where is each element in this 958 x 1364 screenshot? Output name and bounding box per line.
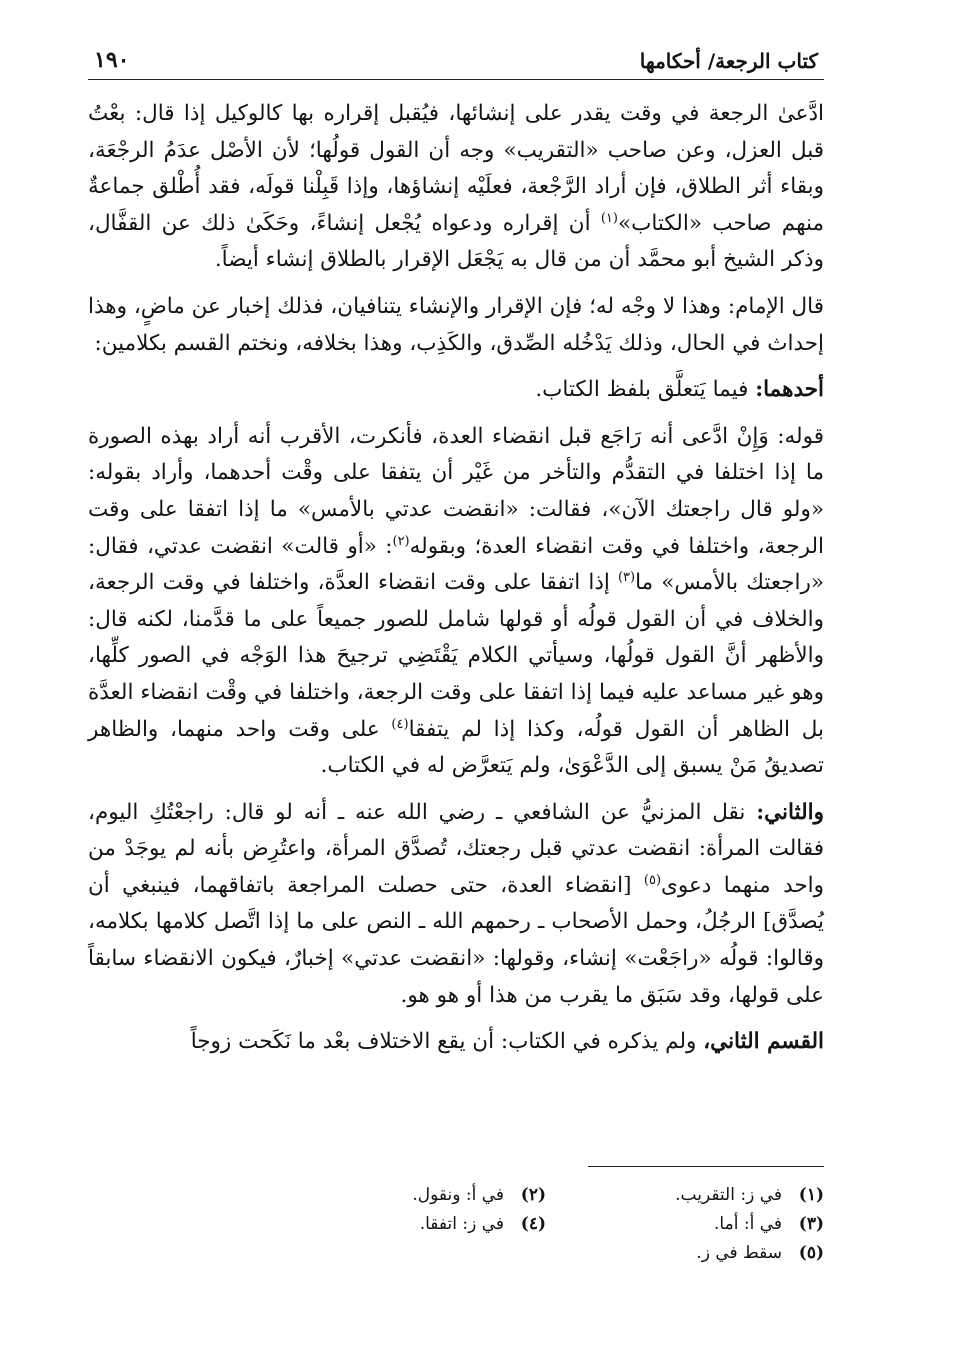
paragraph <box>88 96 824 279</box>
footnote <box>574 1211 824 1238</box>
paragraph <box>88 419 824 785</box>
paragraph-text: ادَّعىٰ الرجعة في وقت يقدر على إنشائها، فيُقبل إقراره بها كالوكيل إذا قال: بعْتُ قبل العزل، وعن صاحب «التقريب» وجه أن القول قولُها؛ لأن الأصْل عدَمُ الرجْعَة، وبقاء أثر الطلاق، فإن أراد الرَّجْعة، فعلَيْه إنشاؤها، وإذا قَبِلْنا قولَه، فقد أُطْلق جماعةٌ منهم صاحب «الكتاب» <box>88 101 824 236</box>
paragraph <box>88 289 824 362</box>
footnote-number: (٢) <box>520 1185 546 1205</box>
page-header <box>88 36 824 80</box>
paragraph-text: أن إقراره ودعواه يُجْعل إنشاءً، وحَكَىٰ ذلك عن القفَّال، وذكر الشيخ أبو محمَّد أن من قال به يَجْعَل الإقرار بالطلاق إنشاء أيضاً. <box>88 210 824 273</box>
body-text <box>88 96 824 1061</box>
paragraph-lead: أحدهما: <box>755 377 824 403</box>
paragraph-text: إذا اتفقا على وقت انقضاء العدَّة، واختلفا في وقت الرجعة، والخلاف في أن القول قولُه أو قولها شامل للصور جميعاً على ما قدَّمنا، لكنه قال: والأظهر أنَّ القول قولُها، وسيأتي الكلام يَقْتَضِي ترجيحَ هذا الوَجْه في الصور كلِّها، وهو غير مساعد عليه فيما إذا اتفقا على وقت الرجعة، واختلفا في وقْت انقضاء العدَّة بل الظاهر أن القول قولُه، وكذا إذا لم يتفقا <box>88 570 824 742</box>
footnote-number: (٤) <box>520 1214 546 1234</box>
paragraph-text: قال الإمام: وهذا لا وجْه له؛ فإن الإقرار والإنشاء يتنافيان، فذلك إخبار عن ماضٍ، وهذا إحداث في الحال، وذلك يَدْخُله الصِّدق، والكَذِب، وهذا بخلافه، ونختم القسم بكلامين: <box>88 293 824 356</box>
paragraph-text: [انقضاء العدة، حتى حصلت المراجعة باتفاقهما، فينبغي أن يُصدَّق] الرجُلُ، وحمل الأصحاب ـ رحمهم الله ـ النص على ما إذا اتَّصل كلامها بكلامه، وقالوا: قولُه «راجَعْت» إنشاء، وقولها: «انقضت عدتي» إخبارٌ، فيكون الانقضاء سابقاً على قولها، وقد سَبَق ما يقرب من هذا أو هو هو. <box>88 872 824 1008</box>
paragraph-text: قوله: وَإِنْ ادَّعى أنه رَاجَع قبل انقضاء العدة، فأنكرت، الأقرب أنه أراد بهذه الصورة ما إذا اختلفا في التقدُّم والتأخر من غَيْر أن يتفقا على وقْت أحدهما، وأراد بقوله: «ولو قال راجعتك الآن»، فقالت: «انقضت عدتي بالأمس» ما إذا اتفقا على وقت الرجعة، واختلفا في وقت انقضاء العدة؛ وبقوله <box>88 423 824 559</box>
paragraph-text: ولم يذكره في الكتاب: أن يقع الاختلاف بعْد ما نَكَحت زوجاً <box>190 1029 704 1055</box>
paragraph <box>88 1024 824 1061</box>
footnotes <box>88 1182 824 1267</box>
paragraph-text: نقل المزنيُّ عن الشافعي ـ رضي الله عنه ـ أنه لو قال: راجعْتُكِ اليوم، فقالت المرأة: انقضت عدتي قبل رجعتك، تُصدَّق المرأة، واعتُرِض بأنه لم يوجَدْ من واحد منهما دعوى <box>88 799 824 898</box>
paragraph-lead: القسم الثاني، <box>703 1029 824 1055</box>
footnote-text: في ز: اتفقا. <box>419 1214 504 1234</box>
footnote-ref: (٤) <box>391 716 409 732</box>
footnote <box>574 1182 824 1209</box>
footnote-ref: (٥) <box>643 872 662 888</box>
paragraph <box>88 795 824 1015</box>
page-number: ١٩٠ <box>94 47 130 73</box>
footnote-ref: (٢) <box>392 533 410 549</box>
footnote <box>574 1240 824 1267</box>
paragraph <box>88 372 824 409</box>
footnote-text: في أ: أما. <box>714 1214 782 1234</box>
footnote-ref: (٣) <box>617 569 636 585</box>
footnote-text: سقط في ز. <box>696 1243 782 1263</box>
footnote-number: (١) <box>798 1185 824 1205</box>
book-page <box>88 36 824 1336</box>
footnote <box>296 1182 546 1209</box>
footnote-text: في أ: ونقول. <box>412 1185 504 1205</box>
footnote-text: في ز: التقريب. <box>675 1185 782 1205</box>
paragraph-text: فيما يَتعلَّق بلفظ الكتاب. <box>535 377 756 403</box>
paragraph-lead: والثاني: <box>756 799 824 825</box>
running-title: كتاب الرجعة/ أحكامها <box>639 49 818 73</box>
footnote-separator <box>588 1166 824 1167</box>
footnote-number: (٥) <box>798 1243 824 1263</box>
footnote-ref: (١) <box>600 210 618 226</box>
footnote <box>296 1211 546 1238</box>
footnote-number: (٣) <box>798 1214 824 1234</box>
paragraph-text: على وقت واحد منهما، والظاهر تصديقُ مَنْ يسبق إلى الدَّعْوَىٰ، ولم يَتعرَّض له في الكتاب. <box>88 716 824 779</box>
paragraph-text: : «أو قالت» انقضت عدتي، فقال: «راجعتك بالأمس» ما <box>88 533 824 596</box>
